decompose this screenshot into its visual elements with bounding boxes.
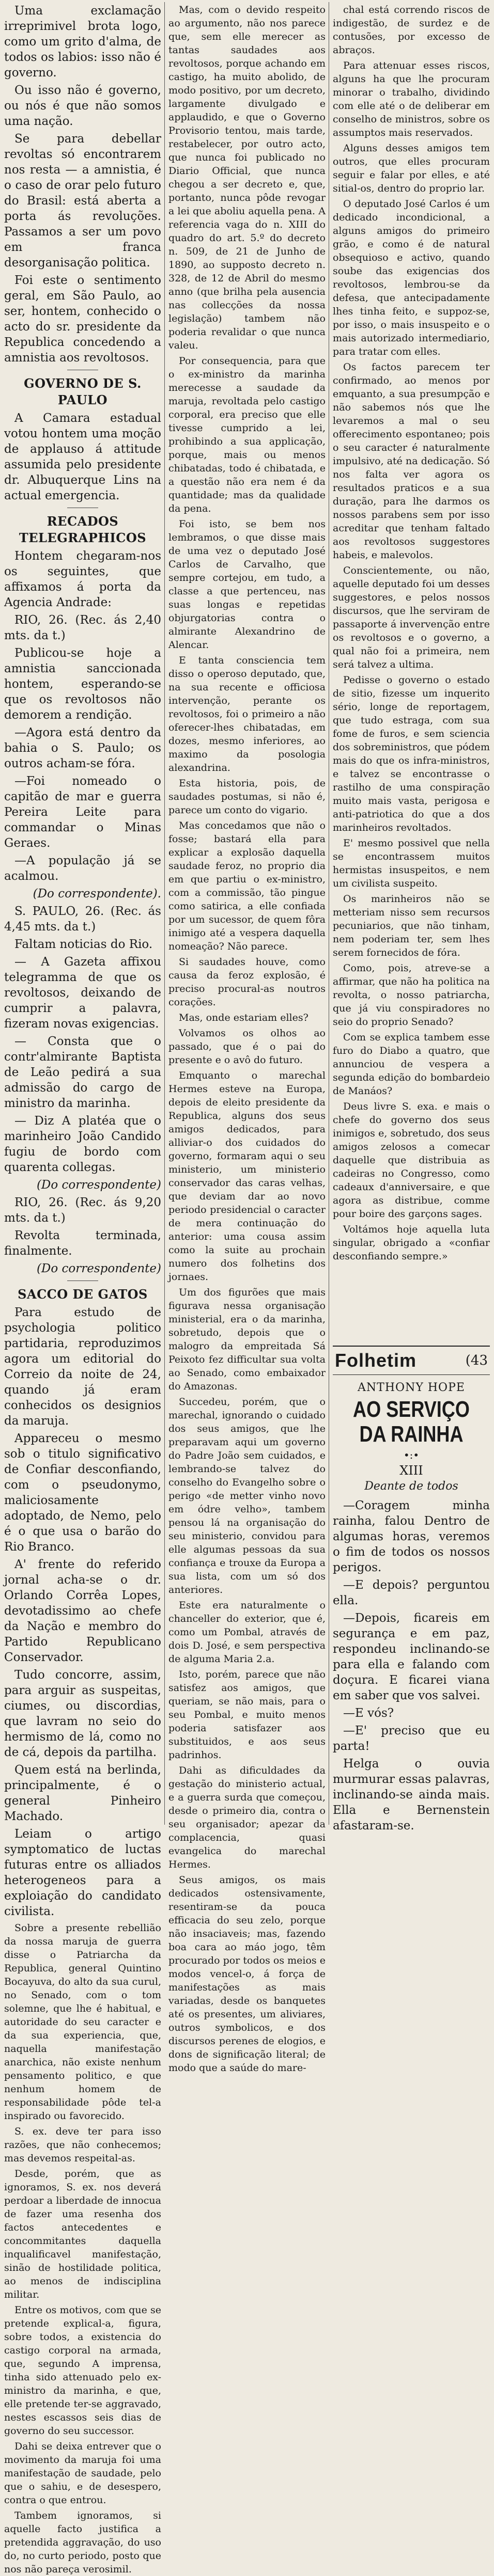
folhetim-paragraph: —E' preciso que eu parta!: [333, 1724, 490, 1753]
paragraph: Deus livre S. exa. e mais o chefe do governo dos seus inimigos e, sobretudo, dos seus amigos zelosos a comecar daquelle que distribuia as cadeiras no Congresso, como cadeaux d'anniversaire, e que agora as distribue, comme pour boire des garçons sages.: [333, 1101, 490, 1220]
paragraph: Volvamos os olhos ao passado, que é o pai do presente e o avô do futuro.: [168, 1028, 326, 1066]
folhetim-body: [333, 1498, 490, 1834]
folhetim-section: [333, 1346, 490, 1832]
paragraph: Dahi se deixa entrever que o movimento da maruja foi uma manifestação de saudade, pelo que o sahiu, e de desespero, contra o que entrou.: [4, 2441, 161, 2506]
section-heading: RECADOS TELEGRAPHICOS: [19, 514, 147, 545]
paragraph: Sobre a presente rebellião da nossa maruja de guerra disse o Patriarcha da Republica, general Quintino Bocayuva, do alto da sua curul, no Senado, com o tom solemne, que lhe é habitual, e autoridade do seu caracter e da sua experiencia, que, naquella manifestação anarchica, não existe nenhum pensamento politico, e que nenhum homem de responsabilidade pôde tel-a inspirado ou favorecido.: [4, 1922, 161, 2122]
paragraph: Para estudo de psychologia politico partidaria, reproduzimos agora um editorial do Correio da noite de 24, quando já eram conhecidos os designios da maruja.: [4, 1306, 161, 1428]
paragraph: Appareceu o mesmo sob o titulo significativo de Confiar desconfiando, com o pseudonymo, maliciosamente adoptado, de Nemo, pelo é o que usa o barão do Rio Branco.: [4, 1432, 161, 1554]
paragraph: Leiam o artigo symptomatico de luctas futuras entre os alliados heterogeneos para a exploiação do candidato civilista.: [4, 1827, 161, 1918]
paragraph: — A Gazeta affixou telegramma de que os revoltosos, deixando de cumprir a palavra, fizeram novas exigencias.: [4, 955, 161, 1031]
paragraph: Revolta terminada, finalmente.: [4, 1229, 161, 1258]
byline: (Do correspondente): [36, 1178, 161, 1192]
column-3: [333, 3, 490, 1289]
paragraph: A Camara estadual votou hontem uma moção de applauso á attitude assumida pelo presidente dr. Albuquerque Lins na actual emergencia.: [4, 412, 161, 502]
paragraph: Por consequencia, para que o ex-ministro da marinha merecesse a saudade da maruja, revoltada pelo castigo corporal, era preciso que elle tivesse cumprido a lei, prohibindo a sua applicação, porque, mais ou menos chibatadas, todo é chibatada, e a questão não era nem é da quantidade; mas da qualidade da pena.: [168, 355, 326, 514]
column-1: [4, 3, 161, 2575]
paragraph: Com se explica tambem esse furo do Diabo a quatro, que annunciou de vespera a segunda edição do bombardeio de Manáos?: [333, 1032, 490, 1097]
paragraph: O deputado José Carlos é um dedicado incondicional, a alguns amigos do primeiro grão, e como é de natural obsequioso e activo, quando soube das exigencias dos revoltosos, lembrou-se da defesa, que antecipadamente lhes tinha feito, e suppoz-se, por isso, o mais insuspeito e o mais autorizado intermediario, para tratar com elles.: [333, 198, 490, 357]
paragraph: Como, pois, atreve-se a affirmar, que não ha politica na revolta, o nosso patriarcha, que já viu conspiradores no seio do proprio Senado?: [333, 962, 490, 1028]
paragraph: E' mesmo possivel que nella se encontrassem muitos hermistas insuspeitos, e nem um civilista suspeito.: [333, 837, 490, 889]
folhetim-number: (43: [465, 1353, 488, 1368]
paragraph: Isto, porém, parece que não satisfez aos amigos, que queriam, se não mais, para o seu Pombal, e muito menos poderia satisfazer aos substituidos, e aos seus padrinhos.: [168, 1669, 326, 1761]
paragraph: Emquanto o marechal Hermes esteve na Europa, depois de eleito presidente da Republica, alguns dos seus amigos dedicados, para alliviar-o dos cuidados do governo, formaram aqui o seu ministerio, um ministerio conservador das caras velhas, que deviam dar ao novo periodo presidencial o caracter de mera continuação do anterior: uma cousa assim como la suite au prochain numero dos folhetins dos jornaes.: [168, 1070, 326, 1283]
folhetim-novel-title: AO SERVIÇO DA RAINHA: [353, 1397, 470, 1447]
paragraph: Entre os motivos, com que se pretende explical-a, figura, sobre todos, a existencia do castigo corporal na armada, que, segundo A imprensa, tinha sido attenuado pelo ex-ministro da marinha, e que, elle pretende ter-se aggravado, nestes escassos seis dias de governo do seu successor.: [4, 2304, 161, 2437]
paragraph: — Consta que o contr'almirante Baptista de Leão pedirá a sua admissão do cargo de ministro da marinha.: [4, 1035, 161, 1110]
paragraph: Dahi as dificuldades da gestação do ministerio actual, e a guerra surda que começou, desde o primeiro dia, contra o seu organisador; apezar da complacencia, quasi evangelica do marechal Hermes.: [168, 1765, 326, 1870]
paragraph: Alguns desses amigos tem outros, que elles procuram seguir e falar por elles, e até sitial-os, dentro do proprio lar.: [333, 143, 490, 194]
paragraph: —Foi nomeado o capitão de mar e guerra Pereira Leite para commandar o Minas Geraes.: [4, 775, 161, 850]
paragraph: A' frente do referido jornal acha-se o dr. Orlando Corrêa Lopes, devotadissimo ao chefe da Nação e membro do Partido Republicano Conservador.: [4, 1558, 161, 1664]
paragraph: — Diz A platéa que o marinheiro João Candido fugiu de bordo com quarenta collegas.: [4, 1114, 161, 1174]
paragraph: Mas, com o devido respeito ao argumento, não nos parece que, sem elle merecer as tantas saudades aos revoltosos, porque achando em castigo, ha muito abolido, de modo positivo, por um decreto, largamente divulgado e applaudido, e que o Governo Provisorio tentou, mais tarde, restabelecer, por outro acto, que nunca foi publicado no Diario Official, que nunca chegou a ser decreto e, que, portanto, nunca pôde revogar a lei que aboliu aquella pena. A referencia vaga do n. XIII do quadro do art. 5.º do decreto n. 509, de 21 de Junho de 1890, ao supposto decreto n. 328, de 12 de Abril do mesmo anno (que brilha pela ausencia nas collecções da nossa legislação) tambem não poderia revalidar o que nunca valeu.: [168, 4, 326, 351]
folhetim-paragraph: —Coragem minha rainha, falou Dentro de algumas horas, veremos o fim de todos os nossos perigos.: [333, 1499, 490, 1574]
section-heading: SACCO DE GATOS: [18, 1287, 148, 1302]
paragraph: Uma exclamação irreprimivel brota logo, como um grito d'alma, de todos os labios: isso não é governo.: [4, 4, 161, 80]
folhetim-ornament: •:•: [403, 1449, 420, 1461]
folhetim-title: Folhetim: [335, 1350, 416, 1371]
paragraph: E tanta consciencia tem disso o operoso deputado, que, na sua recente e officiosa intervenção, perante os revoltosos, foi o primeiro a não oferecer-lhes chibatadas, em dozes, mesmo inferiores, ao maximo da posologia alexandrina.: [168, 655, 326, 773]
paragraph: Um dos figurões que mais figurava nessa organisação ministerial, era o da marinha, sobretudo, depois que o malogro da empreitada Sá Peixoto fez difficultar sua volta ao Senado, como embaixador do Amazonas.: [168, 1287, 326, 1392]
folhetim-paragraph: —E depois? perguntou ella.: [333, 1578, 490, 1607]
folhetim-chapter-subtitle: Deante de todos: [364, 1480, 458, 1493]
folhetim-paragraph: —E vós?: [343, 1706, 394, 1720]
paragraph: Os factos parecem ter confirmado, ao menos por emquanto, a sua presumpção e não sabemos nós que lhe levaremos a mal o seu offerecimento espontaneo; pois o seu caracter é naturalmente impulsivo, até na dedicação. Só nos falta ver agora os resultados praticos e a sua duração, para lhe darmos os nossos parabens sem por isso acreditar que tenham faltado aos revoltosos suggestores habeis, e malevolos.: [333, 361, 490, 561]
paragraph: S. PAULO, 26. (Rec. ás 4,45 mts. da t.): [4, 905, 161, 934]
paragraph: Faltam noticias do Rio.: [14, 938, 153, 951]
paragraph: Mas concedamos que não o fosse; bastará ella para explicar a explosão daquella saudade feroz, no proprio dia em que partiu o ex-ministro, com a commissão, tão pingue como satirica, a elle confiada por um sucessor, de quem fôra inimigo até a vespera daquella nomeação? Não parece.: [168, 820, 326, 952]
paragraph: Os marinheiros não se metteriam nisso sem recursos pecuniarios, que não tinham, nem poderiam ter, sem lhes serem fornecidos de fóra.: [333, 893, 490, 958]
paragraph: Voltámos hoje aquella luta singular, obrigado a «confiar desconfiando sempre.»: [333, 1224, 490, 1262]
paragraph: Si saudades houve, como causa da feroz explosão, é preciso procural-as noutros corações.: [168, 956, 326, 1008]
section-heading: GOVERNO DE S. PAULO: [24, 376, 142, 407]
paragraph: chal está correndo riscos de indigestão, de surdez e de contusões, por excesso de abraços.: [333, 4, 490, 56]
folhetim-chapter: XIII: [399, 1463, 423, 1478]
paragraph: Esta historia, pois, de saudades postumas, si não é, parece um conto do vigario.: [168, 778, 326, 816]
paragraph: Publicou-se hoje a amnistia sanccionada hontem, esperando-se que os revoltosos não demorem a rendição.: [4, 646, 161, 722]
paragraph: —Agora está dentro da bahia o S. Paulo; os outros acham-se fóra.: [4, 726, 161, 770]
paragraph: S. ex. deve ter para isso razões, que não conhecemos; mas devemos respeital-as.: [4, 2126, 161, 2164]
paragraph: Pedisse o governo o estado de sitio, fizesse um inquerito sério, longe de reportagem, que tudo estraga, com sua fome de furos, e sem sciencia dos sobreministros, que pódem mais do que os infra-ministros, e talvez se encontrasse o rastilho de uma conspiração muito mais vasta, perigosa e anti-patriotica do que a dos marinheiros revoltados.: [333, 674, 490, 833]
folhetim-header: [333, 1346, 490, 1375]
paragraph: Quem está na berlinda, principalmente, é o general Pinheiro Machado.: [4, 1763, 161, 1823]
paragraph: Tudo concorre, assim, para arguir as suspeitas, ciumes, ou discordias, que lavram no seio do hermismo de lá, como no de cá, depois da partilha.: [4, 1668, 161, 1759]
column-rule: [164, 2, 165, 1825]
paragraph: RIO, 26. (Rec. ás 2,40 mts. da t.): [4, 613, 161, 642]
folhetim-author: ANTHONY HOPE: [358, 1381, 465, 1394]
column-2: [168, 3, 326, 2074]
byline: (Do correspondente).: [33, 887, 161, 900]
byline: (Do correspondente): [36, 1262, 161, 1275]
paragraph: RIO, 26. (Rec. ás 9,20 mts. da t.): [4, 1196, 161, 1225]
paragraph: Succedeu, porém, que o marechal, ignorando o cuidado dos seus amigos, que lhe preparavam aqui um governo do Padre João sem cuidados, e lembrando-se talvez do conselho do Evangelho sobre o perigo «de metter vinho novo em ódre velho», tambem pensou lá na organisação do seu ministerio, convidou para elle algumas pessoas da sua confiança e trouxe da Europa a sua lista, com um só dos anteriores.: [168, 1396, 326, 1595]
paragraph: Hontem chegaram-nos os seguintes, que affixamos á porta da Agencia Andrade:: [4, 549, 161, 609]
paragraph: Conscientemente, ou não, aquelle deputado foi um desses suggestores, e pelos nossos discursos, que lhe serviram de passaporte á invervenção entre os revoltosos e o governo, a qual não foi a primeira, nem será talvez a ultima.: [333, 565, 490, 670]
paragraph: Ou isso não é governo, ou nós é que não somos uma nação.: [4, 84, 161, 128]
paragraph: Seus amigos, os mais dedicados ostensivamente, resentiram-se da pouca efficacia do seu zelo, porque não insaciaveis; mas, fazendo boa cara ao máo jogo, têm procurado por todos os meios e modos vencel-o, á força de manifestações as mais variadas, desde os banquetes até os presentes, um aliviares, outros symbolicos, e dos discursos perenes de elogios, e dons de significação literal; de modo que a saúde do mare-: [168, 1874, 326, 2074]
folhetim-paragraph: Helga o ouvia murmurar essas palavras, inclinando-se ainda mais. Ella e Bernenstein afastaram-se.: [333, 1757, 490, 1832]
paragraph: Se para debellar revoltas só encontrarem nos resta — a amnistia, é o caso de orar pelo futuro do Brasil: está aberta a porta ás revoluções. Passamos a ser um povo em franca desorganisação politica.: [4, 132, 161, 270]
folhetim-paragraph: —Depois, ficareis em segurança e em paz, respondeu inclinando-se para ella e falando com doçura. E ficarei viana em saber que vos salvei.: [333, 1611, 490, 1702]
paragraph: —A população já se acalmou.: [4, 854, 161, 883]
paragraph: Tambem ignoramos, si aquelle facto justifica a pretendida aggravação, do uso do, no curto periodo, posto que nos não pareça verosimil.: [4, 2510, 161, 2575]
paragraph: Foi este o sentimento geral, em São Paulo, ao ser, hontem, conhecido o acto do sr. presidente da Republica concedendo a amnistia aos revoltosos.: [4, 274, 161, 365]
paragraph: Desde, porém, que as ignoramos, S. ex. nos deverá perdoar a liberdade de innocua de fazer uma resenha dos factos antecedentes e concommitantes daquella inqualificavel manifestação, sinão de hostilidade politica, ao menos de indisciplina militar.: [4, 2168, 161, 2300]
paragraph: Este era naturalmente o chanceller do exterior, que é, como um Pombal, através de dois D. José, e sem perspectiva de alguma Maria 2.a.: [168, 1600, 326, 1665]
paragraph: Mas, onde estariam elles?: [179, 1012, 308, 1023]
paragraph: Foi isto, se bem nos lembramos, o que disse mais de uma vez o deputado José Carlos de Carvalho, que sempre cortejou, em tudo, a classe a que pertenceu, nas suas longas e repetidas objurgatorias contra o almirante Alexandrino de Alencar.: [168, 518, 326, 651]
paragraph: Para attenuar esses riscos, alguns ha que lhe procuram minorar o trabalho, dividindo com elle até o de deliberar em conselho de ministros, sobre os assumptos mais reservados.: [333, 60, 490, 138]
